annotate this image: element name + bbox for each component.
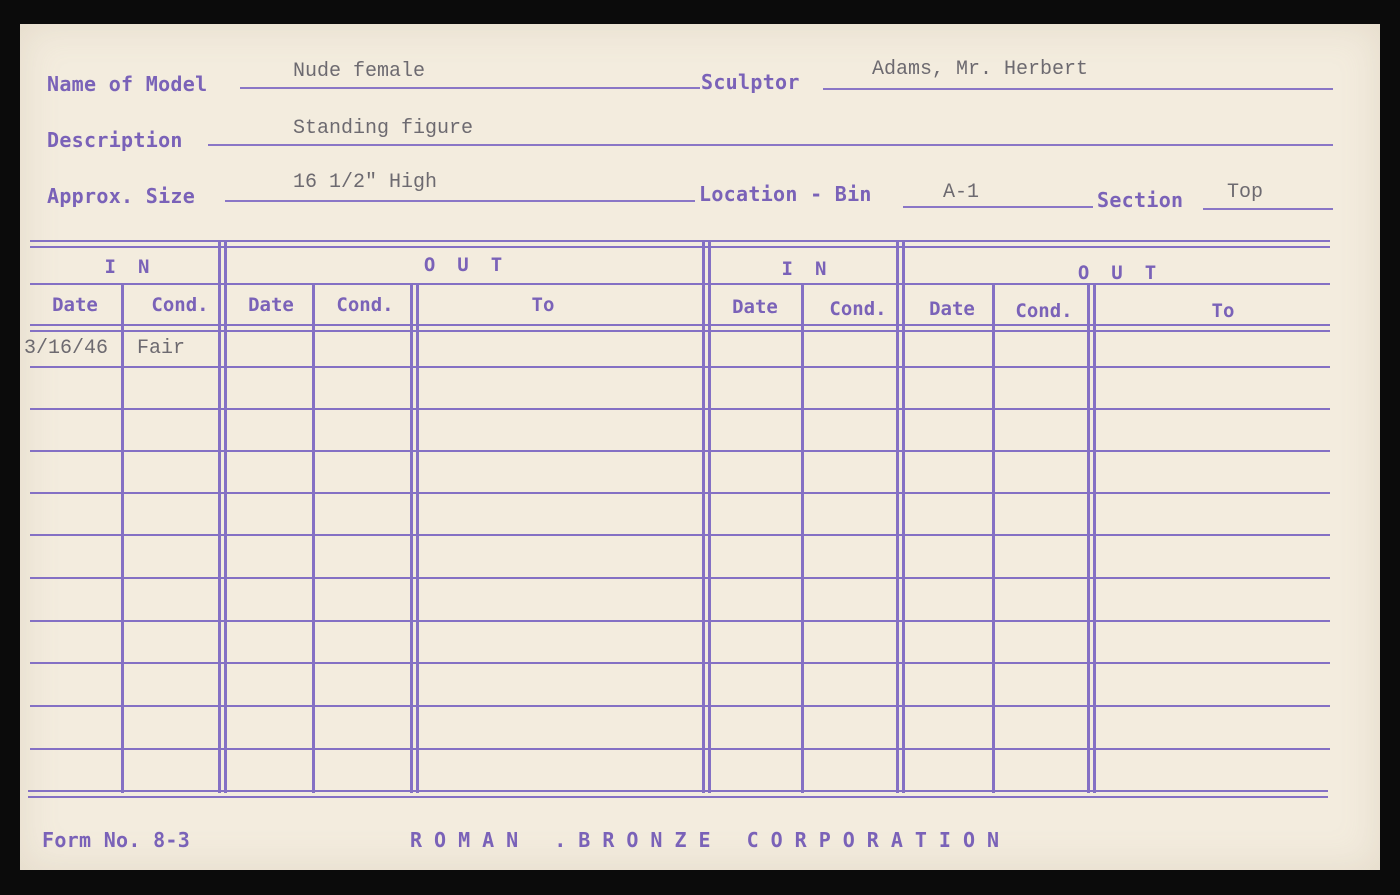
section-value: Top bbox=[1227, 181, 1264, 204]
col-divider bbox=[702, 240, 705, 793]
col-divider bbox=[902, 240, 905, 793]
col-divider bbox=[224, 240, 227, 793]
col-divider bbox=[410, 283, 413, 793]
sculptor-value: Adams, Mr. Herbert bbox=[872, 58, 1089, 81]
form-number: Form No. 8-3 bbox=[42, 828, 191, 852]
col-divider bbox=[218, 240, 221, 793]
approx-size-label: Approx. Size bbox=[47, 184, 196, 208]
col-header-out-to-right: To bbox=[1211, 300, 1235, 322]
col-header-out-date-right: Date bbox=[929, 298, 975, 320]
section-underline bbox=[1203, 208, 1333, 210]
location-bin-label: Location - Bin bbox=[699, 182, 872, 206]
col-header-in-cond: Cond. bbox=[151, 294, 209, 316]
col-header-in-date: Date bbox=[52, 294, 98, 316]
col-divider bbox=[801, 283, 804, 793]
col-header-out-cond-right: Cond. bbox=[1015, 300, 1073, 322]
group-out-header-left: OUT bbox=[423, 254, 525, 276]
name-of-model-label: Name of Model bbox=[47, 72, 208, 96]
description-value: Standing figure bbox=[293, 117, 474, 140]
sculptor-underline bbox=[823, 88, 1333, 90]
name-of-model-underline bbox=[240, 87, 700, 89]
col-divider bbox=[992, 283, 995, 793]
table-row-1-in-date: 3/16/46 bbox=[24, 337, 109, 360]
description-underline bbox=[208, 144, 1333, 146]
table-bottom-rule bbox=[28, 790, 1328, 792]
col-divider bbox=[708, 240, 711, 793]
description-label: Description bbox=[47, 128, 183, 152]
name-of-model-value: Nude female bbox=[293, 60, 426, 83]
col-header-out-cond: Cond. bbox=[336, 294, 394, 316]
col-divider bbox=[416, 283, 419, 793]
location-bin-value: A-1 bbox=[943, 181, 980, 204]
approx-size-underline bbox=[225, 200, 695, 202]
company-name: ROMAN .BRONZE CORPORATION bbox=[410, 828, 1012, 852]
col-divider bbox=[1093, 283, 1096, 793]
group-in-header-left: IN bbox=[104, 256, 172, 278]
approx-size-value: 16 1/2" High bbox=[293, 171, 438, 194]
col-divider bbox=[121, 283, 124, 793]
sculptor-label: Sculptor bbox=[701, 70, 800, 94]
col-header-out-to: To bbox=[531, 294, 555, 316]
col-divider bbox=[896, 240, 899, 793]
location-bin-underline bbox=[903, 206, 1093, 208]
group-out-header-right: OUT bbox=[1077, 262, 1179, 284]
col-header-in-date-right: Date bbox=[732, 296, 778, 318]
col-divider bbox=[312, 283, 315, 793]
col-header-out-date: Date bbox=[248, 294, 294, 316]
col-divider bbox=[1087, 283, 1090, 793]
table-row-1-in-cond: Fair bbox=[137, 337, 186, 360]
group-in-header-right: IN bbox=[781, 258, 849, 280]
col-header-in-cond-right: Cond. bbox=[829, 298, 887, 320]
record-card bbox=[20, 24, 1380, 870]
table-bottom-rule-2 bbox=[28, 796, 1328, 798]
section-label: Section bbox=[1097, 188, 1184, 212]
